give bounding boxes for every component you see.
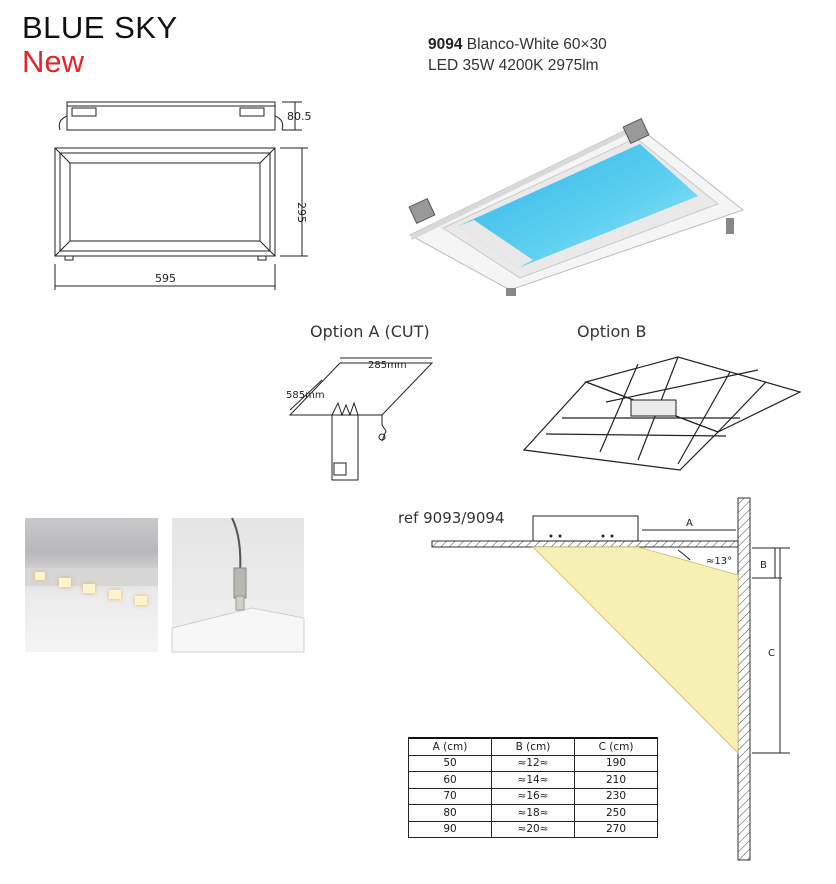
side-view	[59, 102, 302, 130]
cell-a: 90	[409, 821, 492, 838]
technical-drawing	[40, 90, 320, 290]
option-b-drawing	[518, 352, 808, 472]
product-render	[398, 100, 750, 300]
table-header-row	[409, 738, 658, 755]
cell-c: 210	[575, 772, 658, 789]
dim-width: 595	[155, 272, 176, 285]
cut-width: 285mm	[368, 360, 407, 371]
cell-b: ≈12≈	[492, 755, 575, 772]
cell-a: 70	[409, 788, 492, 805]
dim-depth: 295	[295, 202, 308, 223]
angle-label: ≈13°	[706, 556, 733, 567]
panel-slot	[631, 400, 676, 416]
cut-length: 585mm	[286, 390, 325, 401]
led	[35, 572, 45, 580]
cell-a: 50	[409, 755, 492, 772]
top-view	[55, 148, 308, 290]
spec-block	[428, 34, 607, 76]
cell-c: 190	[575, 755, 658, 772]
product-title: BLUE SKY	[22, 10, 178, 45]
luminaire	[533, 516, 638, 541]
option-b-label: Option B	[577, 322, 647, 341]
table-row	[409, 805, 658, 822]
table-row	[409, 821, 658, 838]
clip-left	[409, 199, 435, 224]
spec-code: 9094	[428, 36, 463, 53]
option-a-label: Option A (CUT)	[310, 322, 430, 341]
spec-color-size: Blanco-White 60×30	[462, 36, 607, 53]
col-a-header: A (cm)	[409, 738, 492, 755]
cell-a: 80	[409, 805, 492, 822]
cell-a: 60	[409, 772, 492, 789]
col-c-header: C (cm)	[575, 738, 658, 755]
table-row	[409, 772, 658, 789]
cell-b: ≈20≈	[492, 821, 575, 838]
table-row	[409, 788, 658, 805]
col-b-header: B (cm)	[492, 738, 575, 755]
photo-suspension	[172, 518, 304, 652]
led	[59, 578, 71, 587]
foot-left	[506, 288, 516, 296]
dim-c-label: C	[768, 648, 775, 659]
table-row	[409, 755, 658, 772]
distance-table	[408, 737, 658, 838]
reference-label: ref 9093/9094	[398, 509, 505, 527]
light-cone	[533, 547, 738, 753]
led	[83, 584, 95, 593]
cell-c: 250	[575, 805, 658, 822]
spec-line-1	[428, 34, 607, 55]
led	[109, 590, 121, 599]
product-subtitle: New	[22, 44, 85, 79]
cell-b: ≈14≈	[492, 772, 575, 789]
spec-line-2: LED 35W 4200K 2975lm	[428, 57, 599, 74]
cell-c: 270	[575, 821, 658, 838]
dim-height: 80.5	[287, 110, 312, 123]
ceiling	[432, 541, 738, 547]
cell-b: ≈18≈	[492, 805, 575, 822]
cell-b: ≈16≈	[492, 788, 575, 805]
dim-b-label: B	[760, 560, 767, 571]
foot-right	[726, 218, 734, 234]
dim-a-label: A	[686, 518, 693, 529]
photo-led-strip	[25, 518, 158, 652]
led	[135, 596, 147, 605]
cell-c: 230	[575, 788, 658, 805]
wall	[738, 498, 750, 860]
option-a-drawing	[282, 355, 442, 490]
